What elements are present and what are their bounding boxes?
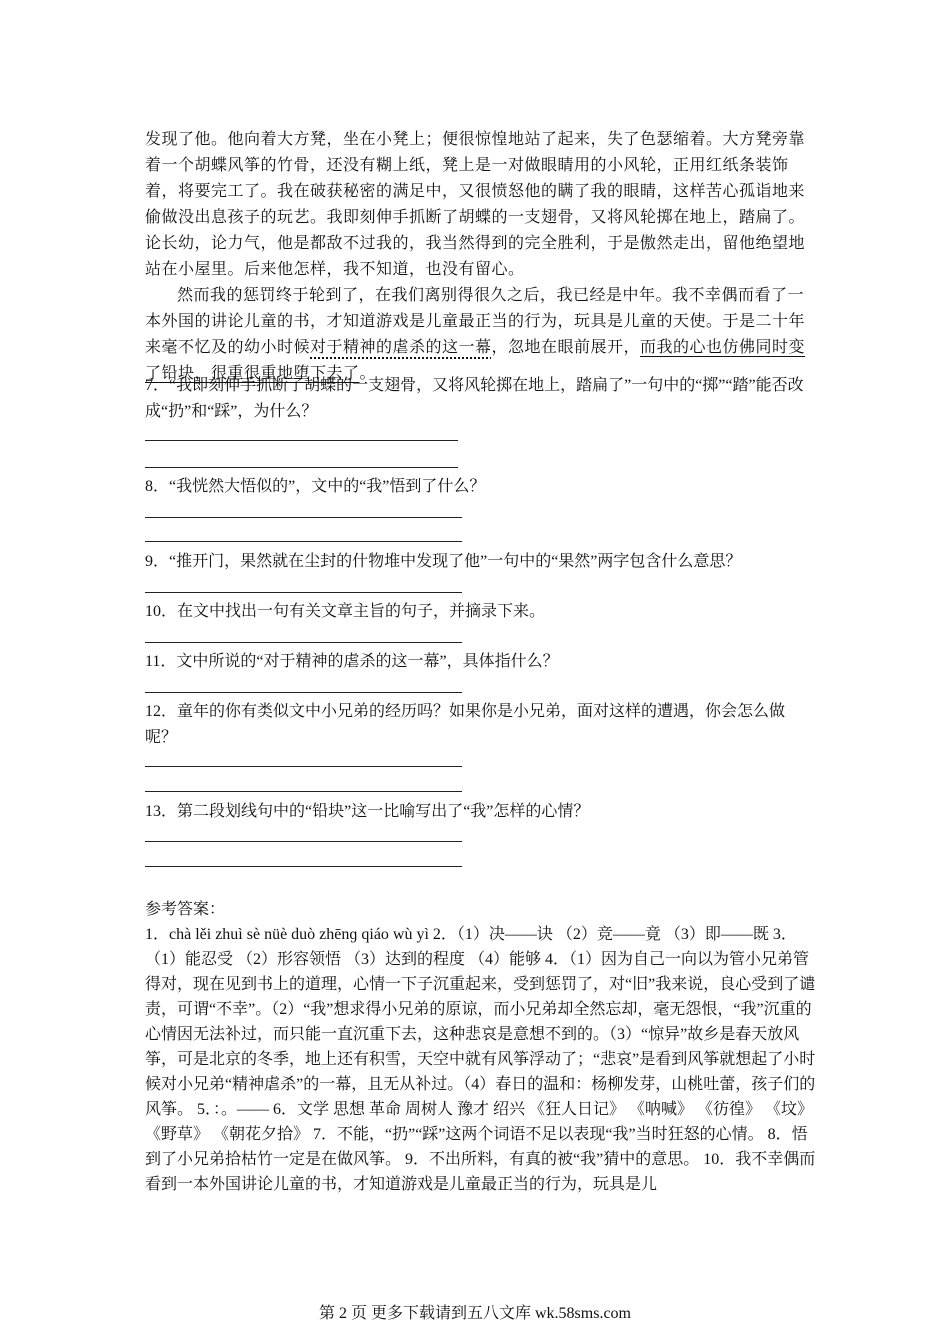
answer-key-heading: 参考答案： [145,901,226,918]
question-8: 8．“我恍然大悟似的”，文中的“我”悟到了什么？ [145,478,486,495]
question-7: 7．“我即刻伸手抓断了胡蝶的一支翅骨，又将风轮掷在地上，踏扁了”一句中的“掷”“踏”能否改成“扔”和“踩”，为什么？ [145,377,804,420]
page-footer: 第 2 页 更多下载请到五八文库 wk.58sms.com [318,1305,631,1322]
reading-passage [145,126,815,386]
answer-line[interactable] [145,642,462,643]
passage-text: 然而我的惩罚终于轮到了，在我们离别得很久之后，我已经是中年。我不幸偶而看了一本外国的讲论儿童的书，才知道游戏是儿童最正当的行为，玩具是儿童的天使。于是二十年来毫不忆及的幼小时候 [145,285,806,356]
passage-text: 。 [359,363,377,382]
answer-key [145,897,817,1222]
answer-key-body: 1．chà lěi zhuì sè nüè duò zhēnɡ qiáo wù yì 2．（1）决——诀 （2）竞——竟 （3）即——既 3．（1）能忍受 （2）形容领悟 （3）达到的程度 （4）能够 4．（1）因为自己一向以为管小兄弟管得对，现在见到书上的道理，心情一下子沉重起来，受到惩罚了，对“旧”我来说，良心受到了谴责，可谓“不幸”。（2）“我”想求得小兄弟的原谅，而小兄弟却全然忘却，毫无怨恨，“我”沉重的心情因无法补过，而只能一直沉重下去，这种悲哀是意想不到的。（3）“惊异”故乡是春天放风筝，可是北京的冬季，地上还有积雪，天空中就有风筝浮动了；“悲哀”是看到风筝就想起了小时候对小兄弟“精神虐杀”的一幕，且无从补过。（4）春日的温和：杨柳发芽，山桃吐蕾，孩子们的风筝。 5．：。—— 6．文学 思想 革命 周树人 豫才 绍兴 《狂人日记》 《呐喊》 《彷徨》 《坟》 《野草》 《朝花夕拾》 7．不能，“扔”“踩”这两个词语不足以表现“我”当时狂怒的心情。 8．悟到了小兄弟拾枯竹一定是在做风筝。 9．不出所料，有真的被“我”猜中的意思。 10．我不幸偶而看到一本外国讲论儿童的书，才知道游戏是儿童最正当的行为，玩具是儿 [145,926,816,1193]
answer-line[interactable] [145,467,458,468]
passage-text: ，忽地在眼前展开， [491,337,641,356]
dotted-emphasis-phrase: 对于精神的虐杀的这一幕 [310,337,492,356]
question-13: 13．第二段划线句中的“铅块”这一比喻写出了“我”怎样的心情？ [145,803,590,820]
underlined-sentence: 而我的心也仿佛同时变了铅块，很重很重地堕下去了 [145,337,806,382]
answer-line[interactable] [145,791,462,792]
question-11: 11．文中所说的“对于精神的虐杀的这一幕”，具体指什么？ [145,653,559,670]
question-10: 10．在文中找出一句有关文章主旨的句子，并摘录下来。 [145,603,546,620]
answer-line[interactable] [145,766,462,767]
passage-paragraph-1: 发现了他。他向着大方凳，坐在小凳上；便很惊惶地站了起来，失了色瑟缩着。大方凳旁靠着一个胡蝶风筝的竹骨，还没有糊上纸，凳上是一对做眼睛用的小风轮，正用红纸条装饰着，将要完工了。我在破获秘密的满足中，又很愤怒他的瞒了我的眼睛，这样苦心孤诣地来偷做没出息孩子的玩艺。我即刻伸手抓断了胡蝶的一支翅骨，又将风轮掷在地上，踏扁了。论长幼，论力气，他是都敌不过我的，我当然得到的完全胜利，于是傲然走出，留他绝望地站在小屋里。后来他怎样，我不知道，也没有留心。 [145,129,806,278]
answer-line[interactable] [145,692,462,693]
answer-line[interactable] [145,592,462,593]
question-9: 9．“推开门，果然就在尘封的什物堆中发现了他”一句中的“果然”两字包含什么意思？ [145,553,742,570]
passage-paragraph-2 [145,282,815,386]
answer-line[interactable] [145,866,462,867]
answer-line[interactable] [145,541,462,542]
answer-line[interactable] [145,440,458,441]
question-12: 12．童年的你有类似文中小兄弟的经历吗？如果你是小兄弟，面对这样的遭遇，你会怎么做呢？ [145,703,786,746]
answer-line[interactable] [145,517,462,518]
answer-line[interactable] [145,841,462,842]
